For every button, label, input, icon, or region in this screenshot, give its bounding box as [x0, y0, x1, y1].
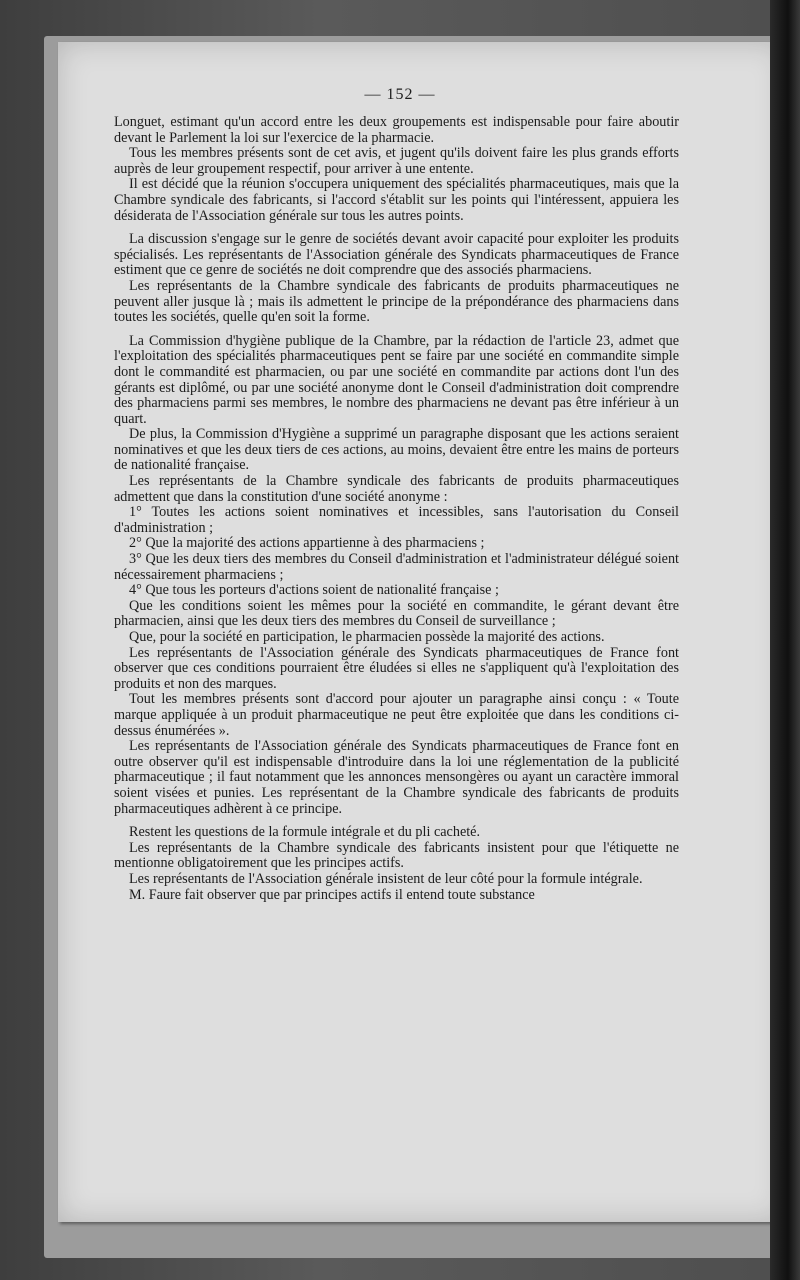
list-item: 2° Que la majorité des actions appartienne à des pharmaciens ; [129, 535, 485, 552]
paragraph: Restent les questions de la formule intégrale et du pli cacheté. [129, 824, 481, 841]
paragraph: La Commission d'hygiène publique de la Chambre, par la rédaction de l'article 23, admet que l'exploitation des spécialités pharmaceutiques pent se faire par une société en commandite simple dont le commandité est pharmacien, ou par une société en commandite par actions dont l'un des gérants est diplômé, ou par une société anonyme dont le Conseil d'administration doit comprendre des pharmaciens parmi ses membres, le nombre des pharmaciens ne devant pas être inférieur à un quart. [114, 332, 679, 427]
book-edge [770, 0, 800, 1280]
paragraph: M. Faure fait observer que par principes actifs il entend toute substance [129, 886, 535, 903]
paragraph: Les représentants de la Chambre syndicale des fabricants insistent pour que l'étiquette ne mentionne obligatoirement que les principes actifs. [114, 839, 679, 872]
list-item: 4° Que tous les porteurs d'actions soient de nationalité française ; [129, 582, 499, 599]
paragraph: Les représentants de la Chambre syndicale des fabricants de produits pharmaceutiques admettent que dans la constitution d'une société anonyme : [114, 473, 679, 505]
paragraph: Que les conditions soient les mêmes pour la société en commandite, le gérant devant être pharmacien, ainsi que les deux tiers des membres du Conseil de surveillance ; [114, 597, 679, 630]
paragraph: Les représentants de la Chambre syndicale des fabricants de produits pharmaceutiques ne peuvent aller jusque là ; mais ils admettent le principe de la prépondérance des pharmaciens dans toutes les sociétés, quelle qu'en soit la forme. [114, 277, 679, 326]
paragraph: De plus, la Commission d'Hygiène a supprimé un paragraphe disposant que les actions seraient nominatives et que les deux tiers de ces actions, au moins, devaient être entre les mains de porteurs de nationalité française. [114, 426, 679, 474]
paragraph: Il est décidé que la réunion s'occupera uniquement des spécialités pharmaceutiques, mais que la Chambre syndicale des fabricants, si l'accord s'établit sur les points qui l'intéressent, appuiera les désiderata de l'Association générale sur tous les autres points. [114, 176, 679, 224]
paragraph: Les représentants de l'Association générale insistent de leur côté pour la formule intégrale. [129, 870, 643, 887]
paragraph: Les représentants de l'Association générale des Syndicats pharmaceutiques de France font observer que ces conditions pourraient être éludées si elles ne s'appliquent qu'à l'exploitation des produits et non des marques. [114, 644, 679, 692]
paragraph: Les représentants de l'Association générale des Syndicats pharmaceutiques de France font en outre observer qu'il est indispensable d'introduire dans la loi une réglementation de la publicité pharmaceutique ; il faut notamment que les annonces mensongères ou ayant un caractère immoral soient visées et punies. Les représentant de la Chambre syndicale des fabricants de produits pharmaceutiques adhèrent à ce principe. [114, 738, 679, 817]
paragraph: Tout les membres présents sont d'accord pour ajouter un paragraphe ainsi conçu : « Toute marque appliquée à un produit pharmaceutique ne peut être exploitée que dans les conditions ci-dessus énumérées ». [114, 691, 679, 739]
list-item: 1° Toutes les actions soient nominatives et incessibles, sans l'autorisation du Conseil d'administration ; [114, 504, 679, 536]
list-item: 3° Que les deux tiers des membres du Conseil d'administration et l'administrateur délégué soient nécessairement pharmaciens ; [114, 551, 679, 583]
page-number: — 152 — [364, 86, 436, 103]
paragraph: Que, pour la société en participation, le pharmacien possède la majorité des actions. [129, 629, 605, 645]
paragraph: La discussion s'engage sur le genre de sociétés devant avoir capacité pour exploiter les produits spécialisés. Les représentants de l'Association générale des Syndicats pharmaceutiques de France estiment que ce genre de sociétés ne doit comprendre que des associés pharmaciens. [114, 231, 679, 279]
paragraph: Tous les membres présents sont de cet avis, et jugent qu'ils doivent faire les plus grands efforts auprès de leur groupement respectif, pour arriver à une entente. [114, 145, 679, 177]
paragraph: Longuet, estimant qu'un accord entre les deux groupements est indispensable pour faire aboutir devant le Parlement la loi sur l'exercice de la pharmacie. [114, 114, 679, 146]
body-text [114, 115, 679, 903]
